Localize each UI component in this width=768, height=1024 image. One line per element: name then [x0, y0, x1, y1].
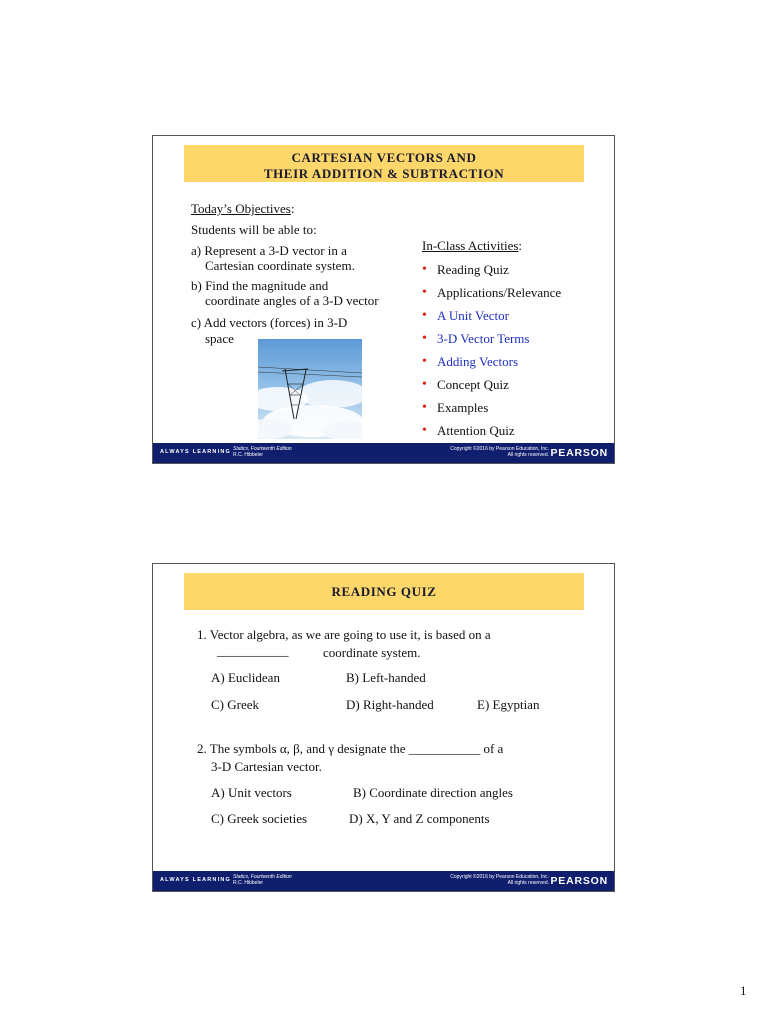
copyright-line-1: Copyright ©2016 by Pearson Education, Inc.	[450, 446, 549, 452]
question-1-blank: ___________	[217, 643, 289, 658]
activity-label: Adding Vectors	[437, 354, 519, 369]
transmission-tower-photo	[258, 339, 362, 439]
activity-label: Applications/Relevance	[437, 285, 562, 300]
activity-item[interactable]	[422, 327, 561, 350]
question-1-option-b[interactable]: B) Left-handed	[346, 670, 426, 685]
copyright-line-2: All rights reserved.	[507, 452, 549, 458]
students-line: Students will be able to:	[191, 222, 317, 237]
slide-2-footer	[153, 871, 614, 891]
bullet-icon: •	[422, 331, 427, 346]
bullet-icon: •	[422, 377, 427, 392]
pearson-logo: PEARSON	[550, 447, 608, 459]
slide-1-title-line-1: CARTESIAN VECTORS AND	[291, 150, 477, 165]
objective-c-line-2: space	[205, 331, 234, 346]
activity-item[interactable]	[422, 419, 561, 442]
activity-item[interactable]	[422, 258, 561, 281]
activity-item[interactable]	[422, 304, 561, 327]
slide-1	[152, 135, 615, 464]
question-2-line-2: 3-D Cartesian vector.	[211, 759, 322, 774]
activity-label: Attention Quiz	[437, 423, 515, 438]
activities-heading	[422, 238, 522, 254]
question-1-option-c[interactable]: C) Greek	[211, 697, 260, 712]
bullet-icon: •	[422, 354, 427, 369]
book-author: R.C. Hibbeler	[233, 452, 264, 458]
activity-item[interactable]	[422, 350, 561, 373]
objectives-heading	[191, 201, 294, 217]
activity-item[interactable]	[422, 373, 561, 396]
always-learning-label: ALWAYS LEARNING	[160, 877, 231, 883]
question-1-option-a[interactable]: A) Euclidean	[211, 670, 280, 685]
activity-item[interactable]	[422, 281, 561, 304]
slide-2-title-bar: READING QUIZ	[184, 573, 584, 610]
activity-label: A Unit Vector	[437, 308, 509, 323]
objectives-heading-text: Today’s Objectives	[191, 201, 291, 216]
activities-heading-colon: :	[518, 238, 523, 253]
pearson-logo: PEARSON	[550, 875, 608, 887]
copyright-info	[450, 446, 549, 458]
book-author: R.C. Hibbeler	[233, 880, 264, 886]
activity-label: Examples	[437, 400, 489, 415]
activity-label: Concept Quiz	[437, 377, 509, 392]
objective-a-line-2: Cartesian coordinate system.	[205, 258, 355, 273]
question-2-option-c[interactable]: C) Greek societies	[211, 811, 308, 826]
bullet-icon: •	[422, 308, 427, 323]
slide-1-footer	[153, 443, 614, 463]
objective-c-line-1: c) Add vectors (forces) in 3-D	[191, 315, 348, 330]
question-1-line-2: coordinate system.	[323, 645, 421, 660]
page-number: 1	[740, 983, 747, 998]
question-1-option-e[interactable]: E) Egyptian	[477, 697, 540, 712]
objectives-heading-colon: :	[290, 201, 295, 216]
bullet-icon: •	[422, 423, 427, 438]
always-learning-label: ALWAYS LEARNING	[160, 449, 231, 455]
objective-b-line-1: b) Find the magnitude and	[191, 278, 329, 293]
bullet-icon: •	[422, 285, 427, 300]
copyright-info	[450, 874, 549, 886]
question-1-option-d[interactable]: D) Right-handed	[346, 697, 434, 712]
book-title: Statics, Fourteenth Edition	[233, 446, 292, 452]
book-info	[233, 874, 292, 886]
transmission-tower-illustration	[258, 339, 362, 439]
slide-2	[152, 563, 615, 892]
activity-item[interactable]	[422, 396, 561, 419]
slide-1-title-bar	[184, 145, 584, 182]
bullet-icon: •	[422, 262, 427, 277]
slide-1-title-line-2: THEIR ADDITION & SUBTRACTION	[263, 166, 505, 181]
activity-label: Reading Quiz	[437, 262, 509, 277]
bullet-icon: •	[422, 400, 427, 415]
question-2-option-d[interactable]: D) X, Y and Z components	[349, 811, 490, 826]
activities-list	[422, 258, 561, 442]
book-info	[233, 446, 292, 458]
question-2-line-1: 2. The symbols α, β, and γ designate the ___________ of a	[197, 741, 504, 756]
question-2-option-a[interactable]: A) Unit vectors	[211, 785, 292, 800]
activity-label: 3-D Vector Terms	[437, 331, 530, 346]
objective-a-line-1: a) Represent a 3-D vector in a	[191, 243, 347, 258]
copyright-line-2: All rights reserved.	[507, 880, 549, 886]
copyright-line-1: Copyright ©2016 by Pearson Education, Inc.	[450, 874, 549, 880]
question-1-line-1: 1. Vector algebra, as we are going to use it, is based on a	[197, 627, 491, 642]
objective-b-line-2: coordinate angles of a 3-D vector	[205, 293, 379, 308]
question-2-option-b[interactable]: B) Coordinate direction angles	[353, 785, 513, 800]
activities-heading-text: In-Class Activities	[422, 238, 519, 253]
book-title: Statics, Fourteenth Edition	[233, 874, 292, 880]
